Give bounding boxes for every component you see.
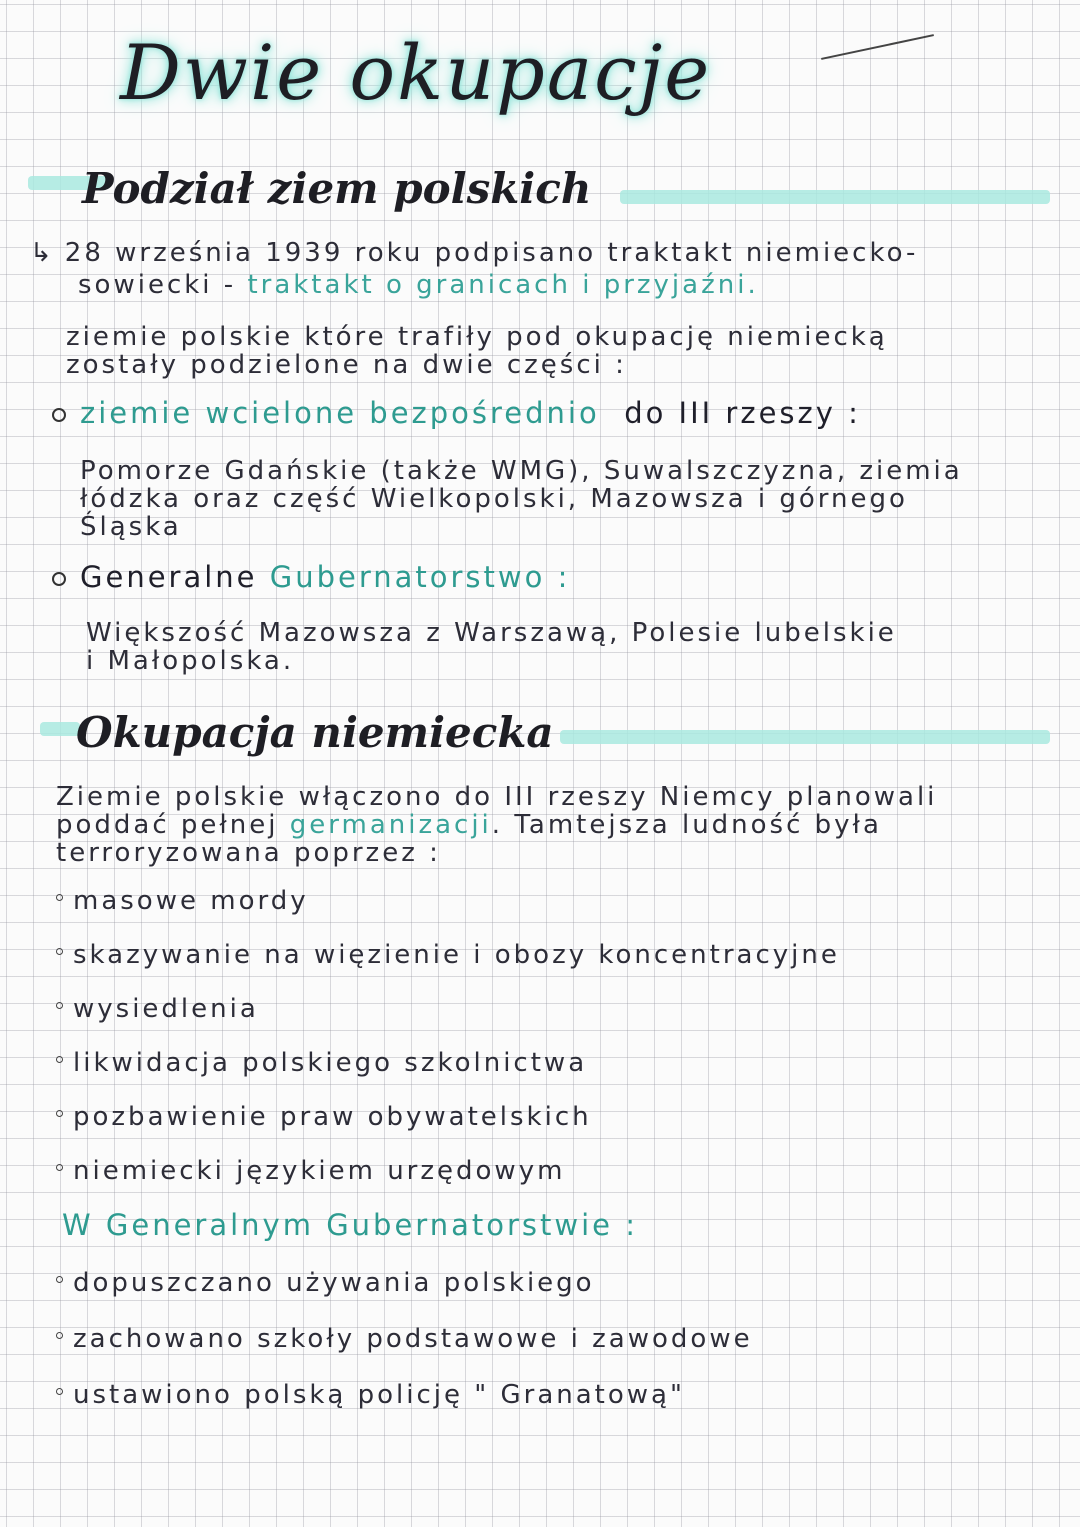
heading-highlight-right bbox=[620, 190, 1050, 204]
subheading-ziemie-wcielone-suffix: do III rzeszy : bbox=[624, 396, 861, 430]
split-line-2: zostały podzielone na dwie części : bbox=[66, 350, 627, 380]
sub2-line-2: i Małopolska. bbox=[86, 646, 295, 676]
bullet-circle-icon bbox=[52, 408, 66, 422]
list-item bbox=[56, 994, 259, 1024]
list-item-text: ustawiono polską policję " Granatową" bbox=[73, 1380, 685, 1410]
gg-subheading: W Generalnym Gubernatorstwie : bbox=[62, 1208, 638, 1242]
paragraph-line-2 bbox=[56, 810, 882, 840]
treaty-name: traktakt o granicach i przyjaźni. bbox=[247, 270, 759, 300]
sub1-line-1: Pomorze Gdańskie (także WMG), Suwalszczyzna, ziemia bbox=[80, 456, 963, 486]
intro-line-1 bbox=[30, 238, 918, 268]
subheading-ziemie-wcielone-text: ziemie wcielone bezpośrednio bbox=[80, 396, 600, 430]
list-item-text: dopuszczano używania polskiego bbox=[73, 1268, 595, 1298]
bullet-icon bbox=[56, 1388, 63, 1395]
sub2-line-1: Większość Mazowsza z Warszawą, Polesie lubelskie bbox=[86, 618, 897, 648]
bullet-icon bbox=[56, 1110, 63, 1117]
list-item-text: pozbawienie praw obywatelskich bbox=[73, 1102, 592, 1132]
bullet-icon bbox=[56, 1002, 63, 1009]
germanization-term: germanizacji bbox=[289, 810, 492, 840]
list-item-text: zachowano szkoły podstawowe i zawodowe bbox=[73, 1324, 753, 1354]
list-item bbox=[56, 1380, 685, 1410]
list-item bbox=[56, 1324, 753, 1354]
bullet-icon bbox=[56, 1164, 63, 1171]
subheading-ziemie-wcielone bbox=[52, 396, 861, 430]
bullet-circle-icon bbox=[52, 572, 66, 586]
section-heading-okupacja: Okupacja niemiecka bbox=[76, 708, 554, 757]
list-item-text: wysiedlenia bbox=[73, 994, 259, 1024]
bullet-icon bbox=[56, 1332, 63, 1339]
list-item bbox=[56, 1268, 595, 1298]
split-line-1: ziemie polskie które trafiły pod okupację niemiecką bbox=[66, 322, 888, 352]
bullet-icon bbox=[56, 1056, 63, 1063]
paragraph-text-2a: poddać pełnej bbox=[56, 810, 290, 840]
list-item bbox=[56, 1048, 587, 1078]
paragraph-line-3: terroryzowana poprzez : bbox=[56, 838, 441, 868]
section-heading-podzial: Podział ziem polskich bbox=[82, 164, 592, 213]
bullet-icon bbox=[56, 894, 63, 901]
list-item-text: niemiecki językiem urzędowym bbox=[73, 1156, 566, 1186]
subheading-gg bbox=[52, 560, 570, 594]
sub1-line-3: Śląska bbox=[80, 512, 182, 542]
title-divider bbox=[821, 34, 934, 60]
sub1-line-2: łódzka oraz część Wielkopolski, Mazowsza i górnego bbox=[80, 484, 908, 514]
list-item-text: masowe mordy bbox=[73, 886, 309, 916]
paragraph-line-1: Ziemie polskie włączono do III rzeszy Niemcy planowali bbox=[56, 782, 938, 812]
arrow-icon: ↳ bbox=[30, 238, 55, 268]
paragraph-text-2b: . Tamtejsza ludność była bbox=[491, 810, 882, 840]
heading-highlight-left bbox=[40, 722, 80, 736]
subheading-gg-text: Generalne bbox=[80, 560, 270, 594]
bullet-icon bbox=[56, 1276, 63, 1283]
list-item bbox=[56, 1102, 592, 1132]
intro-line-2 bbox=[78, 270, 759, 300]
intro-text-2: sowiecki - bbox=[78, 270, 248, 300]
list-item-text: skazywanie na więzienie i obozy koncentracyjne bbox=[73, 940, 840, 970]
subheading-gg-teal: Gubernatorstwo : bbox=[269, 560, 571, 594]
list-item bbox=[56, 886, 309, 916]
bullet-icon bbox=[56, 948, 63, 955]
list-item-text: likwidacja polskiego szkolnictwa bbox=[73, 1048, 588, 1078]
list-item bbox=[56, 940, 840, 970]
page-title: Dwie okupacje bbox=[120, 28, 712, 117]
heading-highlight-right bbox=[560, 730, 1050, 744]
list-item bbox=[56, 1156, 565, 1186]
intro-text-1: 28 września 1939 roku podpisano traktakt niemiecko- bbox=[64, 238, 919, 268]
